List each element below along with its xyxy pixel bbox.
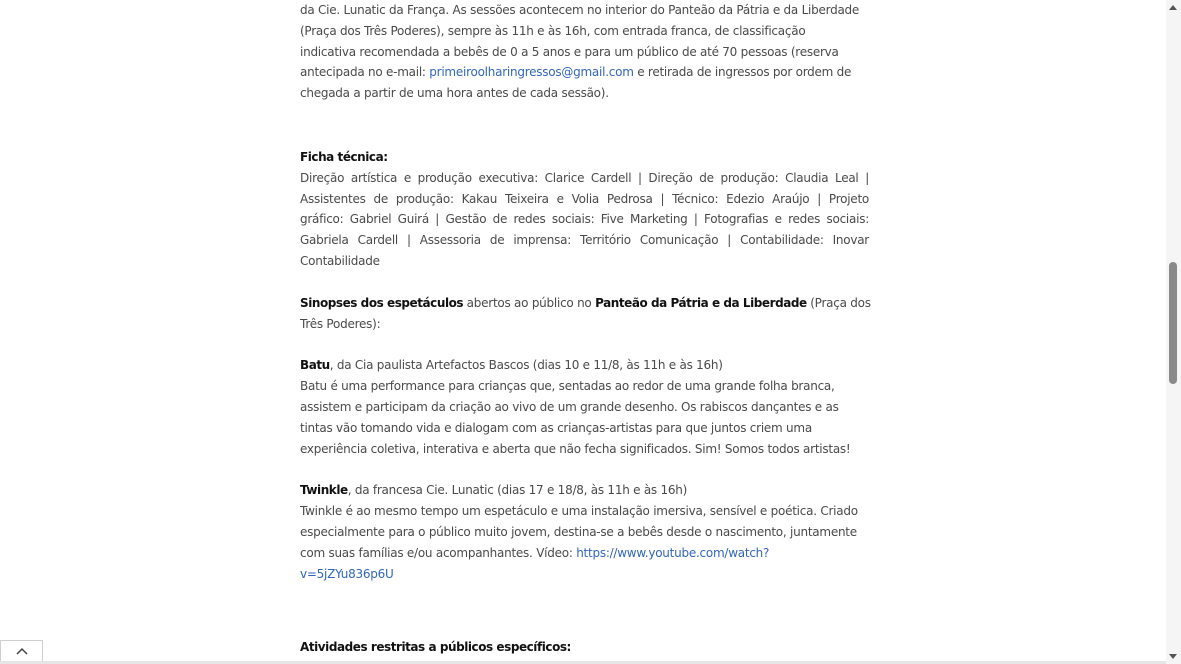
- intro-line: [300, 62, 869, 83]
- chevron-up-icon: [16, 647, 28, 655]
- twinkle-subtitle: , da francesa Cie. Lunatic (dias 17 e 18/8, às 11h e às 16h): [347, 483, 688, 498]
- restritas-heading: Atividades restritas a públicos específicos:: [300, 640, 571, 655]
- ficha-line: gráfico: Gabriel Guirá | Gestão de redes sociais: Five Marketing | Fotografias e redes sociais:: [300, 212, 869, 227]
- ficha-heading: Ficha técnica:: [300, 149, 388, 164]
- batu-section: [300, 355, 869, 459]
- ficha-text: [300, 168, 869, 272]
- ficha-tecnica: [300, 147, 869, 272]
- sinopses-line: Três Poderes):: [300, 316, 381, 331]
- scrollbar-thumb[interactable]: [1169, 262, 1177, 384]
- twinkle-line: [300, 543, 869, 564]
- twinkle-line: Twinkle é ao mesmo tempo um espetáculo e uma instalação imersiva, sensível e poética. Criado: [300, 504, 858, 519]
- twinkle-section: [300, 480, 869, 584]
- ficha-line: Assistentes de produção: Kakau Teixeira e Volia Pedrosa | Técnico: Edezio Araújo | Projeto: [300, 191, 869, 206]
- intro-line: da Cie. Lunatic da França. As sessões acontecem no interior do Panteão da Pátria e da Liberdade: [300, 3, 860, 17]
- sinopses-line: [300, 293, 869, 314]
- ficha-line: Contabilidade: [300, 253, 380, 268]
- back-to-top-button[interactable]: [0, 640, 43, 661]
- scroll-down-icon[interactable]: [1169, 654, 1177, 659]
- article-body: [300, 0, 869, 658]
- intro-text: antecipada no e-mail:: [300, 65, 430, 80]
- twinkle-title: Twinkle: [300, 483, 348, 498]
- restritas-section: [300, 637, 869, 658]
- ficha-line: Direção artística e produção executiva: Clarice Cardell | Direção de produção: Claudia Leal |: [300, 170, 869, 185]
- batu-line: Batu é uma performance para crianças que, sentadas ao redor de uma grande folha branca,: [300, 379, 835, 394]
- video-link[interactable]: https://www.youtube.com/watch?: [576, 545, 770, 560]
- intro-text: e retirada de ingressos por ordem de: [633, 65, 852, 80]
- intro-line: (Praça dos Três Poderes), sempre às 11h e às 16h, com entrada franca, de classificação: [300, 23, 806, 38]
- sinopses-intro: [300, 293, 869, 335]
- email-link[interactable]: primeiroolharingressos@gmail.com: [429, 65, 634, 80]
- twinkle-line: [300, 564, 869, 585]
- batu-line: assistem e participam da criação ao vivo de um grande desenho. Os rabiscos dançantes e as: [300, 399, 839, 414]
- batu-subtitle: , da Cia paulista Artefactos Bascos (dias 10 e 11/8, às 11h e às 16h): [329, 358, 723, 373]
- sinopses-text: abertos ao público no: [463, 295, 596, 310]
- twinkle-line: especialmente para o público muito jovem, destina-se a bebês desde o nascimento, juntamente: [300, 524, 857, 539]
- video-link-continued[interactable]: v=5jZYu836p6U: [300, 566, 394, 581]
- batu-title-line: [300, 355, 869, 376]
- batu-title: Batu: [300, 358, 330, 373]
- panteao-bold: Panteão da Pátria e da Liberdade: [595, 295, 807, 310]
- ficha-line: Gabriela Cardell | Assessoria de imprensa: Território Comunicação | Contabilidade: Inovar: [300, 233, 869, 248]
- batu-line: tintas vão tomando vida e dialogam com as crianças-artistas para que juntos criem uma: [300, 420, 812, 435]
- intro-line: indicativa recomendada a bebês de 0 a 5 anos e para um público de até 70 pessoas (reserva: [300, 44, 839, 59]
- intro-line: chegada a partir de uma hora antes de cada sessão).: [300, 86, 609, 101]
- twinkle-text: com suas famílias e/ou acompanhantes. Vídeo:: [300, 545, 577, 560]
- scroll-up-icon[interactable]: [1169, 5, 1177, 10]
- vertical-scrollbar[interactable]: [1166, 0, 1181, 664]
- batu-line: experiência coletiva, interativa e aberta que não fecha significados. Sim! Somos todos artistas!: [300, 441, 851, 456]
- sinopses-text: (Praça dos: [806, 295, 871, 310]
- twinkle-title-line: [300, 480, 869, 501]
- intro-paragraph: [300, 0, 869, 104]
- sinopses-bold: Sinopses dos espetáculos: [300, 295, 464, 310]
